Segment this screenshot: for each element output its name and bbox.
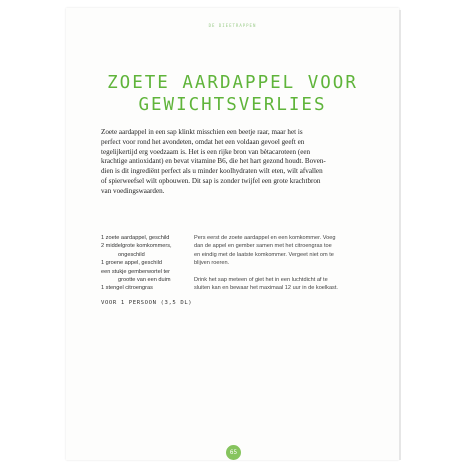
method-line: dan de appel en gember samen met het citroengras toe [194, 243, 332, 250]
page-edge [399, 10, 401, 460]
intro-line: of spierweefsel wilt opbouwen. Dit sap is zonder twijfel een grote krachtbron [101, 176, 321, 185]
serving-size: VOOR 1 PERSOON (3,5 DL) [101, 300, 193, 306]
recipe-title-line-1: ZOETE AARDAPPEL VOOR [107, 73, 358, 93]
ingredient-item: een stukje gemberwortel ter [101, 268, 171, 275]
intro-line: krachtige antioxidant) en bevat vitamine B6, die het hart gezond houdt. Boven- [101, 157, 326, 166]
method-text [194, 234, 364, 293]
recipe-title [66, 72, 399, 116]
book-page [66, 8, 399, 460]
method-line: blijven roeren. [194, 260, 230, 267]
ingredient-item-continued: grootte van een duim [118, 277, 171, 284]
ingredient-item-continued: ongeschild [118, 251, 145, 258]
intro-line: tegelijkertijd erg voedzaam is. Het is een rijke bron van bètacaroteen (een [101, 147, 311, 156]
intro-paragraph [101, 128, 371, 197]
intro-line: dien is dit ingrediënt perfect als u minder koolhydraten wilt eten, wilt afvallen [101, 167, 323, 176]
ingredient-item: 1 stengel citroengras [101, 285, 153, 292]
page-number-badge: 65 [226, 445, 241, 460]
ingredient-item: 2 middelgrote komkommers, [101, 243, 172, 250]
intro-line: perfect voor rond het avondeten, omdat het een voldaan gevoel geeft en [101, 137, 305, 146]
recipe-title-line-2: GEWICHTSVERLIES [138, 95, 327, 115]
ingredient-item: 1 groene appel, geschild [101, 260, 162, 267]
method-line: Drink het sap meteen of giet het in een luchtdicht af te [194, 277, 328, 284]
method-line: Pers eerst de zoete aardappel en een komkommer. Voeg [194, 235, 336, 241]
paragraph-gap [194, 268, 364, 276]
section-label: DE DIEETRAPPEN [208, 23, 257, 28]
ingredient-item: 1 zoete aardappel, geschild [101, 235, 170, 241]
method-line: sluiten kan en bewaar het maximaal 12 uur in de koelkast. [194, 285, 338, 292]
method-line: en eindig met de laatste komkommer. Vergeet niet om te [194, 251, 334, 258]
intro-line: van voedingswaarden. [101, 186, 165, 195]
intro-line: Zoete aardappel in een sap klinkt misschien een beetje raar, maar het is [101, 128, 303, 136]
